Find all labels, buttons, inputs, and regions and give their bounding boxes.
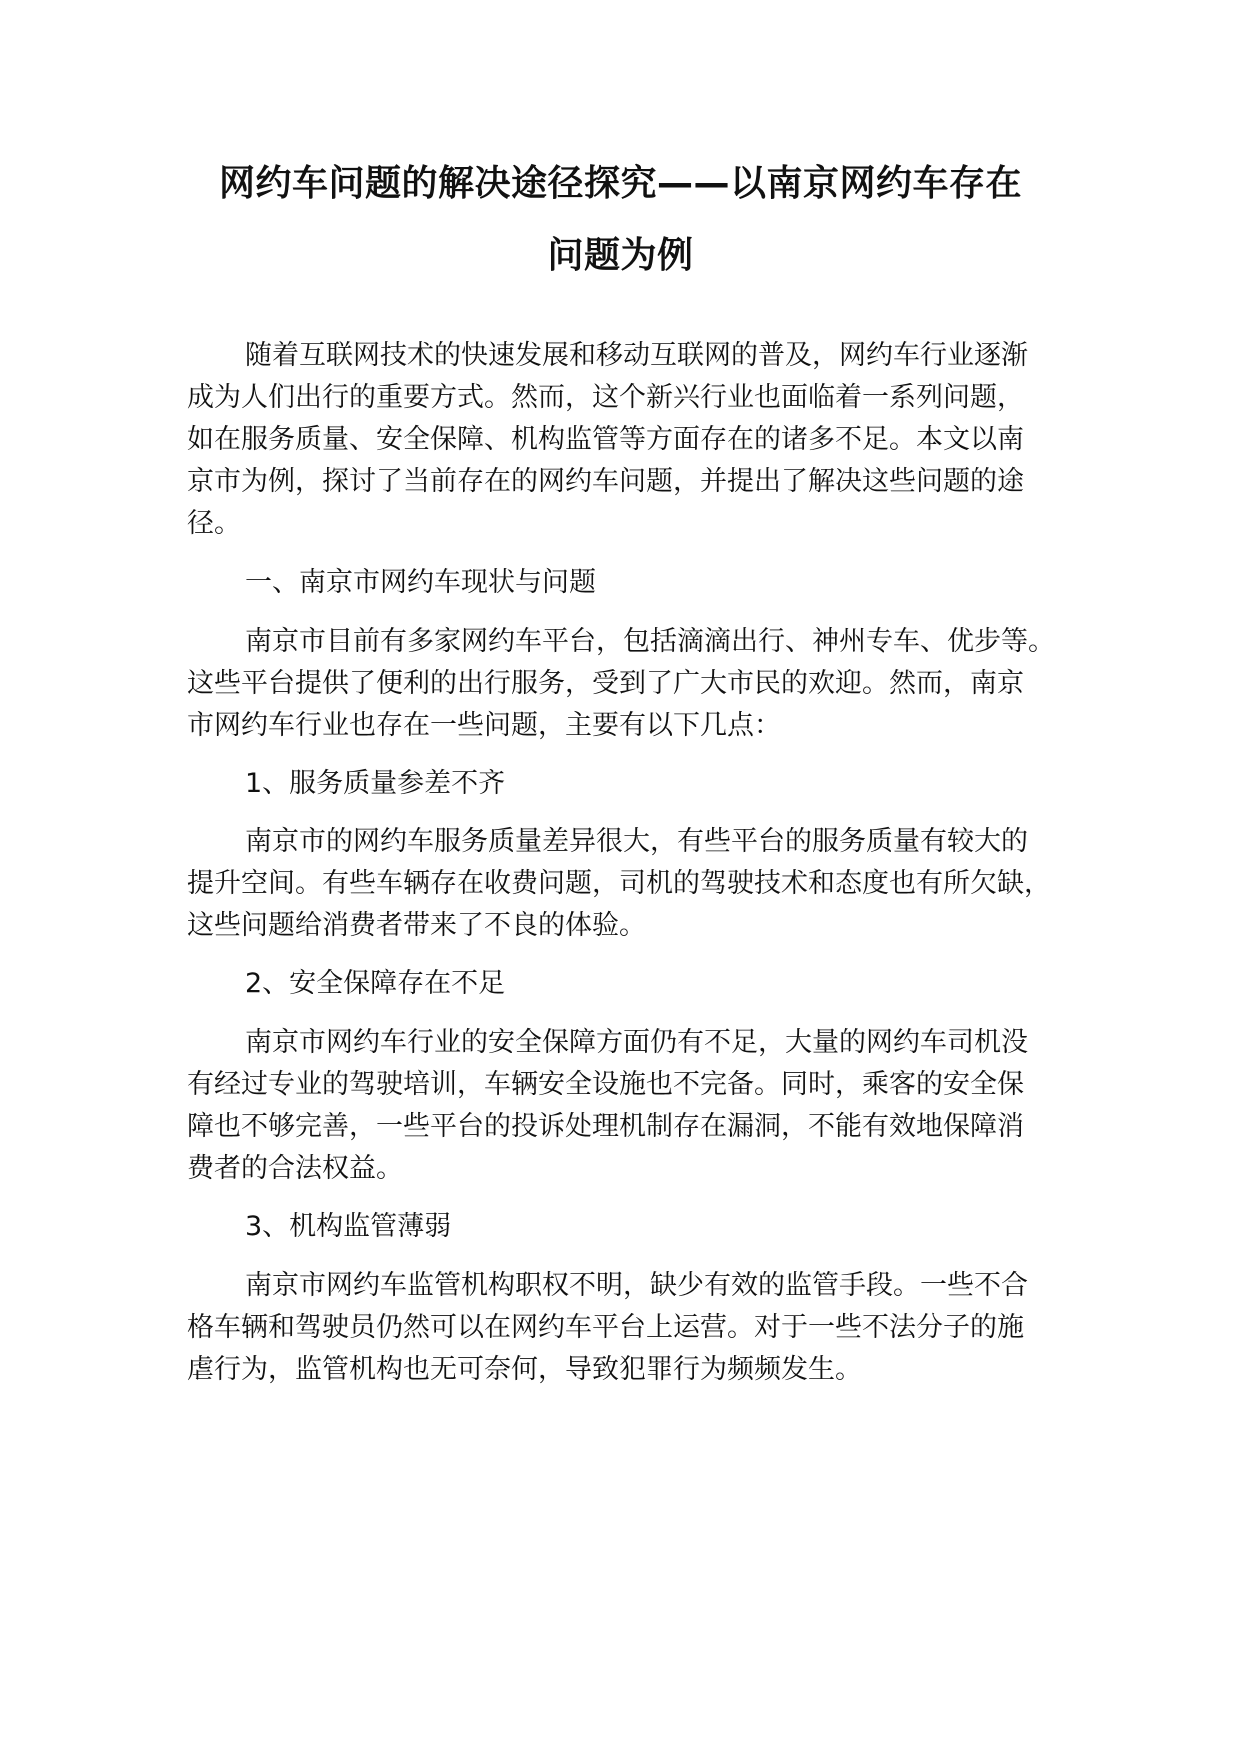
intro-line: 径。	[187, 508, 241, 539]
item-paragraph-line: 南京市网约车行业的安全保障方面仍有不足，大量的网约车司机没	[245, 1027, 1028, 1058]
item-paragraph-line: 障也不够完善，一些平台的投诉处理机制存在漏洞，不能有效地保障消	[187, 1111, 1024, 1142]
item-paragraph-line: 这些问题给消费者带来了不良的体验。	[187, 910, 646, 941]
intro-line: 成为人们出行的重要方式。然而，这个新兴行业也面临着一系列问题，	[187, 382, 1024, 413]
intro-line: 随着互联网技术的快速发展和移动互联网的普及，网约车行业逐渐	[245, 340, 1028, 371]
intro-line: 如在服务质量、安全保障、机构监管等方面存在的诸多不足。本文以南	[187, 424, 1024, 455]
intro-line: 京市为例，探讨了当前存在的网约车问题，并提出了解决这些问题的途	[187, 466, 1024, 497]
section-paragraph-line: 南京市目前有多家网约车平台，包括滴滴出行、神州专车、优步等。	[245, 626, 1055, 657]
section-heading: 一、南京市网约车现状与问题	[245, 567, 596, 598]
item-paragraph-line: 有经过专业的驾驶培训，车辆安全设施也不完备。同时，乘客的安全保	[187, 1069, 1024, 1100]
item-paragraph-line: 提升空间。有些车辆存在收费问题，司机的驾驶技术和态度也有所欠缺，	[187, 868, 1051, 899]
document-title-line-1: 网约车问题的解决途径探究——以南京网约车存在	[218, 163, 1022, 204]
item-heading: 1、服务质量参差不齐	[245, 768, 506, 799]
item-heading: 2、安全保障存在不足	[245, 968, 506, 999]
item-paragraph-line: 南京市网约车监管机构职权不明，缺少有效的监管手段。一些不合	[245, 1270, 1028, 1301]
item-heading: 3、机构监管薄弱	[245, 1211, 452, 1242]
section-paragraph-line: 市网约车行业也存在一些问题，主要有以下几点：	[187, 710, 781, 741]
section-paragraph-line: 这些平台提供了便利的出行服务，受到了广大市民的欢迎。然而，南京	[187, 668, 1024, 699]
item-paragraph-line: 费者的合法权益。	[187, 1153, 403, 1184]
item-paragraph-line: 格车辆和驾驶员仍然可以在网约车平台上运营。对于一些不法分子的施	[187, 1312, 1024, 1343]
item-paragraph-line: 南京市的网约车服务质量差异很大，有些平台的服务质量有较大的	[245, 826, 1028, 857]
document-title-line-2: 问题为例	[547, 235, 694, 276]
item-paragraph-line: 虐行为，监管机构也无可奈何，导致犯罪行为频频发生。	[187, 1354, 862, 1385]
